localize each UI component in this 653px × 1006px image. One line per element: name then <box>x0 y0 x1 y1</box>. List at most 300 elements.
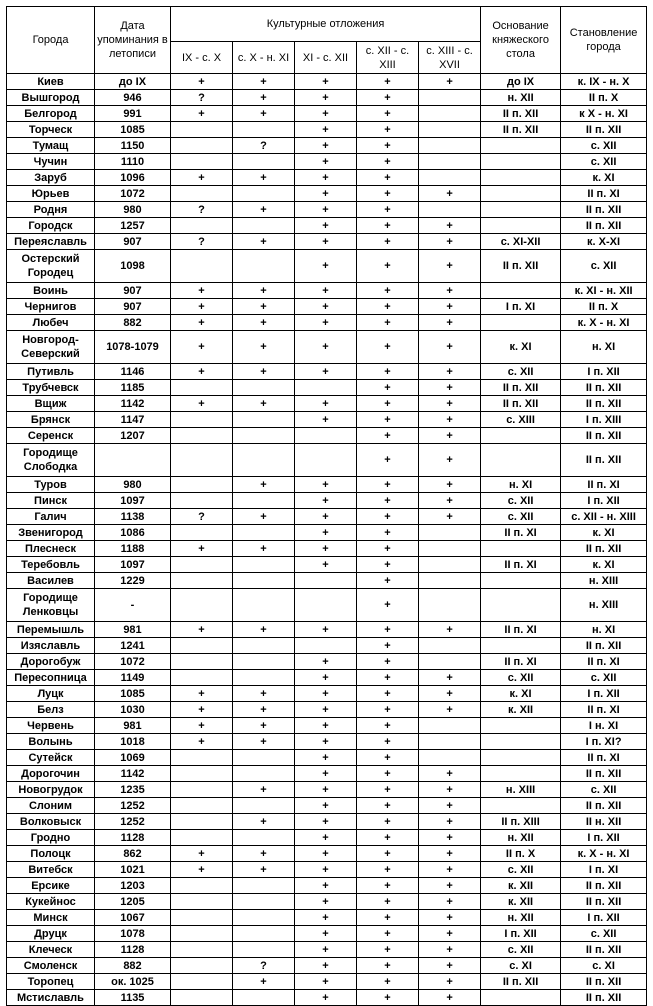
cell-period-3: + <box>295 814 357 830</box>
cell-formation: I п. XII <box>561 493 647 509</box>
cell-period-1: + <box>171 862 233 878</box>
cell-city: Волынь <box>7 734 95 750</box>
cell-formation: II п. XI <box>561 750 647 766</box>
cell-period-3: + <box>295 862 357 878</box>
cell-princely: н. XI <box>481 477 561 493</box>
cell-period-3: + <box>295 654 357 670</box>
cell-period-2: + <box>233 622 295 638</box>
cell-period-2: + <box>233 974 295 990</box>
cell-date: 1030 <box>95 702 171 718</box>
table-row <box>7 234 647 250</box>
cell-period-5: + <box>419 364 481 380</box>
cell-period-1 <box>171 493 233 509</box>
cell-period-4: + <box>357 573 419 589</box>
cell-city: Слоним <box>7 798 95 814</box>
table-row <box>7 186 647 202</box>
cell-period-3: + <box>295 364 357 380</box>
cell-princely: к. XII <box>481 878 561 894</box>
table-row <box>7 670 647 686</box>
cell-city: Минск <box>7 910 95 926</box>
cell-period-4: + <box>357 638 419 654</box>
cell-period-1 <box>171 573 233 589</box>
cell-period-1: + <box>171 702 233 718</box>
cell-date: 1138 <box>95 509 171 525</box>
cell-date: 991 <box>95 106 171 122</box>
cell-period-1 <box>171 138 233 154</box>
cell-period-1 <box>171 122 233 138</box>
cell-date: 1252 <box>95 798 171 814</box>
cell-date: 980 <box>95 477 171 493</box>
cell-period-1 <box>171 380 233 396</box>
cell-princely <box>481 283 561 299</box>
cell-period-1: + <box>171 299 233 315</box>
table-row <box>7 493 647 509</box>
cell-city: Новгород-Северский <box>7 331 95 364</box>
cell-period-3: + <box>295 90 357 106</box>
cell-period-2 <box>233 525 295 541</box>
cell-date: 1235 <box>95 782 171 798</box>
cell-period-1: + <box>171 718 233 734</box>
cell-period-3: + <box>295 750 357 766</box>
cell-period-5: + <box>419 412 481 428</box>
cell-period-5: + <box>419 331 481 364</box>
cell-period-2: ? <box>233 138 295 154</box>
cell-period-2: + <box>233 718 295 734</box>
cell-princely <box>481 170 561 186</box>
cell-period-5 <box>419 154 481 170</box>
cell-princely: II п. XII <box>481 396 561 412</box>
table-row <box>7 702 647 718</box>
cell-date: 1252 <box>95 814 171 830</box>
cell-princely <box>481 734 561 750</box>
cell-city: Пинск <box>7 493 95 509</box>
cell-princely <box>481 766 561 782</box>
cell-period-5: + <box>419 186 481 202</box>
cell-formation: II п. XII <box>561 541 647 557</box>
cell-period-5 <box>419 170 481 186</box>
cell-period-5: + <box>419 766 481 782</box>
cell-city: Путивль <box>7 364 95 380</box>
cell-city: Воинь <box>7 283 95 299</box>
cell-period-1 <box>171 654 233 670</box>
cell-period-5: + <box>419 250 481 283</box>
cell-period-3: + <box>295 299 357 315</box>
cell-period-5: + <box>419 74 481 90</box>
cell-period-4: + <box>357 74 419 90</box>
cell-period-4: + <box>357 299 419 315</box>
table-row <box>7 766 647 782</box>
cell-period-4: + <box>357 654 419 670</box>
cell-period-3: + <box>295 396 357 412</box>
cell-formation: к. XI <box>561 557 647 573</box>
cell-period-3: + <box>295 412 357 428</box>
cell-princely: с. XIII <box>481 412 561 428</box>
cell-princely: II п. XII <box>481 380 561 396</box>
page <box>6 6 647 1006</box>
cell-period-3 <box>295 444 357 477</box>
cell-date: 1185 <box>95 380 171 396</box>
table-row <box>7 283 647 299</box>
cell-princely: к. XII <box>481 702 561 718</box>
cell-formation: II п. XII <box>561 942 647 958</box>
cell-period-2 <box>233 638 295 654</box>
cell-princely: с. XII <box>481 364 561 380</box>
cell-period-3: + <box>295 283 357 299</box>
cell-city: Юрьев <box>7 186 95 202</box>
table-row <box>7 974 647 990</box>
cell-city: Любеч <box>7 315 95 331</box>
cell-period-3: + <box>295 766 357 782</box>
header-period-3: XI - с. XII <box>295 42 357 74</box>
cell-period-2: + <box>233 170 295 186</box>
cell-period-1: + <box>171 686 233 702</box>
cell-period-2 <box>233 990 295 1006</box>
cell-period-1: + <box>171 106 233 122</box>
cell-period-2 <box>233 380 295 396</box>
cell-princely: II п. XII <box>481 122 561 138</box>
cell-city: Изяславль <box>7 638 95 654</box>
cell-period-3: + <box>295 477 357 493</box>
cell-formation: II п. XII <box>561 974 647 990</box>
cell-date: 1142 <box>95 766 171 782</box>
cell-princely <box>481 798 561 814</box>
cell-period-4: + <box>357 525 419 541</box>
cell-period-2 <box>233 670 295 686</box>
cell-date: 862 <box>95 846 171 862</box>
cell-formation: II н. XII <box>561 814 647 830</box>
cell-city: Городище Слободка <box>7 444 95 477</box>
cell-period-2: + <box>233 782 295 798</box>
cell-period-5 <box>419 90 481 106</box>
cell-period-2 <box>233 154 295 170</box>
cell-formation: н. XIII <box>561 589 647 622</box>
cell-period-5: + <box>419 234 481 250</box>
cell-period-3: + <box>295 878 357 894</box>
cell-date: 1142 <box>95 396 171 412</box>
cell-period-3: + <box>295 734 357 750</box>
cell-formation: к. X - н. XI <box>561 315 647 331</box>
table-row <box>7 862 647 878</box>
cell-period-4: + <box>357 154 419 170</box>
cell-formation: II п. XII <box>561 428 647 444</box>
cell-date: 907 <box>95 283 171 299</box>
cell-period-4: + <box>357 926 419 942</box>
cell-period-5: + <box>419 283 481 299</box>
cell-formation: к. X - н. XI <box>561 846 647 862</box>
cell-period-3: + <box>295 154 357 170</box>
header-date: Дата упоминания в летописи <box>95 7 171 74</box>
cell-period-3: + <box>295 541 357 557</box>
cell-formation: к. XI - н. XII <box>561 283 647 299</box>
cell-date: 1086 <box>95 525 171 541</box>
cell-period-2 <box>233 654 295 670</box>
cell-period-4: + <box>357 477 419 493</box>
cell-period-5: + <box>419 990 481 1006</box>
cell-date: 1072 <box>95 654 171 670</box>
cell-date: 1203 <box>95 878 171 894</box>
cell-period-2: + <box>233 477 295 493</box>
cell-formation: н. XI <box>561 622 647 638</box>
cell-formation: II п. XI <box>561 702 647 718</box>
cell-period-1 <box>171 958 233 974</box>
table-row <box>7 154 647 170</box>
cell-period-5: + <box>419 862 481 878</box>
cell-formation: II п. XI <box>561 186 647 202</box>
cell-period-5: + <box>419 380 481 396</box>
cell-period-2 <box>233 250 295 283</box>
cell-date: 1067 <box>95 910 171 926</box>
table-row <box>7 299 647 315</box>
header-period-1: IX - с. X <box>171 42 233 74</box>
cell-period-5: + <box>419 846 481 862</box>
cell-princely: I п. XI <box>481 299 561 315</box>
cell-period-2 <box>233 573 295 589</box>
cell-formation: с. XII <box>561 138 647 154</box>
table-row <box>7 782 647 798</box>
table-row <box>7 122 647 138</box>
cell-period-2: + <box>233 234 295 250</box>
table-row <box>7 331 647 364</box>
cell-period-2 <box>233 428 295 444</box>
cell-date: 1096 <box>95 170 171 186</box>
cell-period-2 <box>233 589 295 622</box>
cell-period-4: + <box>357 718 419 734</box>
cell-date: 1257 <box>95 218 171 234</box>
cell-period-3 <box>295 638 357 654</box>
cell-formation: с. XII <box>561 926 647 942</box>
cell-date: 1135 <box>95 990 171 1006</box>
cell-period-4: + <box>357 702 419 718</box>
header-formation: Становление города <box>561 7 647 74</box>
cell-period-1 <box>171 525 233 541</box>
cell-period-5: + <box>419 878 481 894</box>
cell-princely: II п. XII <box>481 974 561 990</box>
table-row <box>7 750 647 766</box>
cell-period-4: + <box>357 766 419 782</box>
cell-period-5: + <box>419 958 481 974</box>
cell-city: Брянск <box>7 412 95 428</box>
cell-city: Чернигов <box>7 299 95 315</box>
cell-period-3: + <box>295 74 357 90</box>
cell-period-1: + <box>171 396 233 412</box>
cell-period-5: + <box>419 493 481 509</box>
cell-period-5 <box>419 138 481 154</box>
cell-princely: II п. XI <box>481 654 561 670</box>
table-row <box>7 622 647 638</box>
cell-period-1: + <box>171 74 233 90</box>
cell-city: Луцк <box>7 686 95 702</box>
cell-period-4: + <box>357 396 419 412</box>
cell-date: 981 <box>95 718 171 734</box>
cell-period-1 <box>171 926 233 942</box>
cell-princely: н. XII <box>481 90 561 106</box>
cell-period-3: + <box>295 718 357 734</box>
cell-date: 882 <box>95 315 171 331</box>
cell-city: Дорогочин <box>7 766 95 782</box>
table-row <box>7 654 647 670</box>
cell-period-4: + <box>357 894 419 910</box>
cell-period-3: + <box>295 926 357 942</box>
table-row <box>7 412 647 428</box>
cell-city: Дорогобуж <box>7 654 95 670</box>
cell-period-1: + <box>171 734 233 750</box>
cell-princely: с. XII <box>481 493 561 509</box>
cell-period-4: + <box>357 509 419 525</box>
cell-formation: II п. XII <box>561 894 647 910</box>
cell-city: Пересопница <box>7 670 95 686</box>
cell-period-5 <box>419 734 481 750</box>
cell-period-3: + <box>295 315 357 331</box>
cell-period-1 <box>171 814 233 830</box>
cell-city: Белз <box>7 702 95 718</box>
cell-period-1 <box>171 638 233 654</box>
cell-princely <box>481 186 561 202</box>
cell-period-4: + <box>357 782 419 798</box>
cell-period-3: + <box>295 509 357 525</box>
cell-city: Заруб <box>7 170 95 186</box>
cell-princely: к. XI <box>481 331 561 364</box>
table-row <box>7 396 647 412</box>
table-row <box>7 428 647 444</box>
cell-formation: I п. XIII <box>561 412 647 428</box>
cell-period-1 <box>171 557 233 573</box>
cell-period-1 <box>171 218 233 234</box>
cell-period-4: + <box>357 428 419 444</box>
table-row <box>7 926 647 942</box>
cell-period-5: + <box>419 622 481 638</box>
cell-princely <box>481 444 561 477</box>
cell-formation: II п. XII <box>561 218 647 234</box>
cell-date: 1110 <box>95 154 171 170</box>
cell-period-5: + <box>419 926 481 942</box>
cell-city: Родня <box>7 202 95 218</box>
cell-formation: с. XI <box>561 958 647 974</box>
cell-period-3: + <box>295 686 357 702</box>
cell-date: 946 <box>95 90 171 106</box>
cell-princely <box>481 573 561 589</box>
table-row <box>7 170 647 186</box>
cell-princely: II п. XII <box>481 106 561 122</box>
cell-period-4: + <box>357 589 419 622</box>
header-layers: Культурные отложения <box>171 7 481 42</box>
table-row <box>7 910 647 926</box>
cell-period-5 <box>419 541 481 557</box>
cell-period-4: + <box>357 942 419 958</box>
cell-period-3 <box>295 573 357 589</box>
cell-period-4: + <box>357 493 419 509</box>
cell-date: 882 <box>95 958 171 974</box>
cell-date: 1078 <box>95 926 171 942</box>
cell-city: Теребовль <box>7 557 95 573</box>
cell-city: Новогрудок <box>7 782 95 798</box>
cell-period-4: + <box>357 186 419 202</box>
cell-princely <box>481 202 561 218</box>
cell-period-4: + <box>357 218 419 234</box>
cell-period-4: + <box>357 315 419 331</box>
cell-formation: с. XII <box>561 250 647 283</box>
cell-princely: II п. XI <box>481 525 561 541</box>
cell-period-3: + <box>295 894 357 910</box>
table-row <box>7 74 647 90</box>
cell-date: 1098 <box>95 250 171 283</box>
cell-period-2: + <box>233 702 295 718</box>
cell-formation: с. XII <box>561 670 647 686</box>
cell-princely: II п. XII <box>481 250 561 283</box>
cell-period-4: + <box>357 686 419 702</box>
cell-city: Тумащ <box>7 138 95 154</box>
cell-period-1: + <box>171 541 233 557</box>
cell-period-1: ? <box>171 90 233 106</box>
cell-period-3: + <box>295 250 357 283</box>
cell-period-1 <box>171 894 233 910</box>
cell-period-5: + <box>419 814 481 830</box>
cell-period-2 <box>233 750 295 766</box>
cell-city: Червень <box>7 718 95 734</box>
cell-princely <box>481 718 561 734</box>
cell-period-5: + <box>419 396 481 412</box>
cell-city: Вщиж <box>7 396 95 412</box>
cell-period-2: + <box>233 364 295 380</box>
cell-date: 1078-1079 <box>95 331 171 364</box>
cell-period-3: + <box>295 138 357 154</box>
cell-princely: к. XII <box>481 894 561 910</box>
cell-city: Василев <box>7 573 95 589</box>
cell-period-4: + <box>357 830 419 846</box>
cell-period-2: + <box>233 862 295 878</box>
cell-city: Переяславль <box>7 234 95 250</box>
cell-period-1: ? <box>171 202 233 218</box>
cell-date: 1069 <box>95 750 171 766</box>
cell-period-1 <box>171 782 233 798</box>
cell-period-2 <box>233 557 295 573</box>
cell-princely <box>481 154 561 170</box>
cell-period-2 <box>233 910 295 926</box>
cell-princely: с. XII <box>481 862 561 878</box>
cell-period-5: + <box>419 830 481 846</box>
cell-date: 1018 <box>95 734 171 750</box>
cell-period-3 <box>295 589 357 622</box>
cell-date: 1205 <box>95 894 171 910</box>
cell-date: 1207 <box>95 428 171 444</box>
cell-period-2: ? <box>233 958 295 974</box>
cell-formation: к X - н. XI <box>561 106 647 122</box>
cell-period-2 <box>233 218 295 234</box>
cell-period-4: + <box>357 170 419 186</box>
cell-period-3: + <box>295 670 357 686</box>
table-row <box>7 202 647 218</box>
cell-period-4: + <box>357 331 419 364</box>
cell-formation: II п. XII <box>561 122 647 138</box>
cell-princely <box>481 315 561 331</box>
cell-city: Смоленск <box>7 958 95 974</box>
cell-city: Волковыск <box>7 814 95 830</box>
cell-period-4: + <box>357 846 419 862</box>
cell-period-2: + <box>233 734 295 750</box>
cell-city: Витебск <box>7 862 95 878</box>
table-row <box>7 589 647 622</box>
cell-period-5: + <box>419 218 481 234</box>
cell-date: 1188 <box>95 541 171 557</box>
table-row <box>7 541 647 557</box>
table-row <box>7 830 647 846</box>
cell-formation: II п. XI <box>561 477 647 493</box>
cell-period-3: + <box>295 846 357 862</box>
cell-date: - <box>95 589 171 622</box>
table-row <box>7 686 647 702</box>
cell-period-4: + <box>357 974 419 990</box>
cell-princely <box>481 218 561 234</box>
cell-period-3: + <box>295 186 357 202</box>
